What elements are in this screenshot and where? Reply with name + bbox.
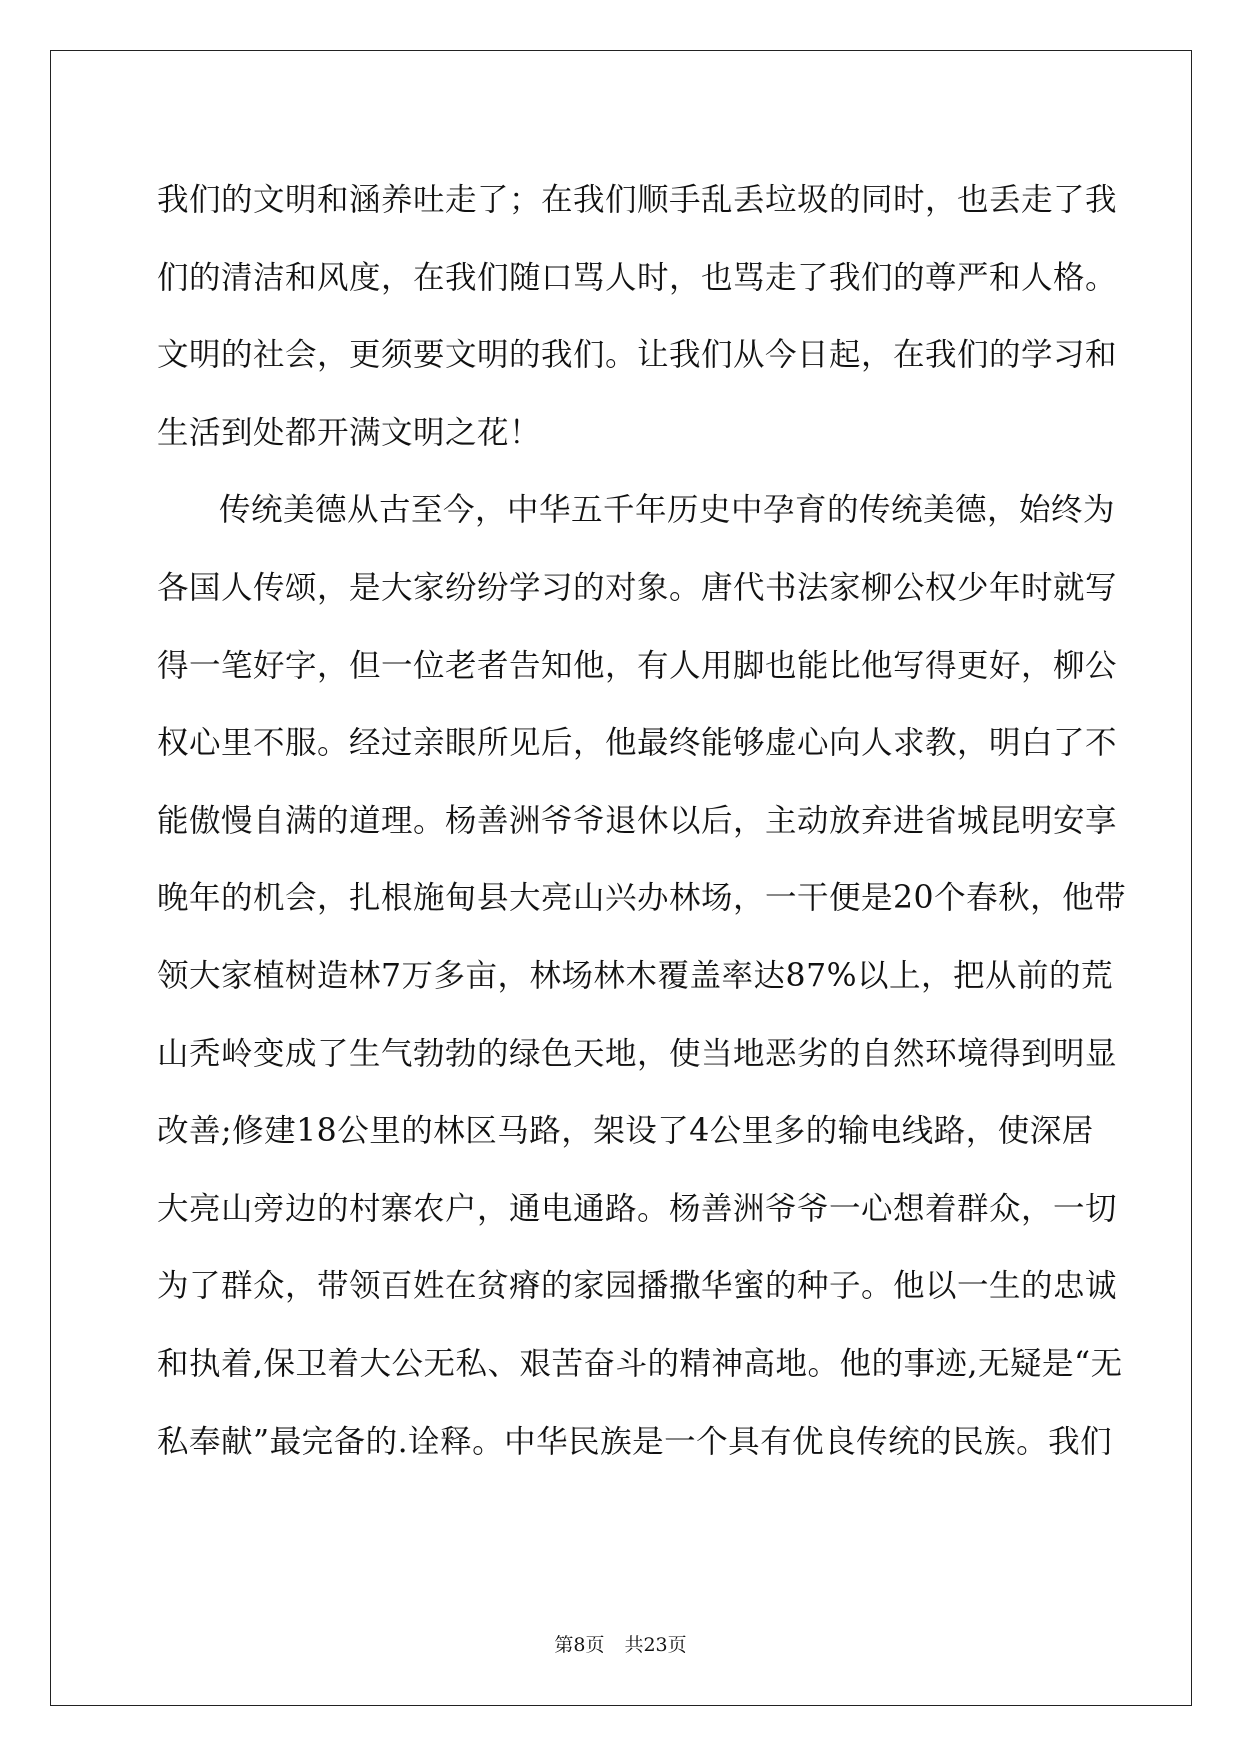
text-line: 我们的文明和涵养吐走了；在我们顺手乱丢垃圾的同时，也丢走了我 <box>157 182 1118 218</box>
paragraph-first-line: 传统美德从古至今，中华五千年历史中孕育的传统美德，始终为 <box>219 492 1116 529</box>
text-line: 生活到处都开满文明之花！ <box>157 414 542 451</box>
text-line: 权心里不服。经过亲眼所见后，他最终能够虚心向人求教，明白了不 <box>157 725 1118 762</box>
text-line: 大亮山旁边的村寨农户，通电通路。杨善洲爷爷一心想着群众，一切 <box>157 1190 1118 1227</box>
page-total: 共23页 <box>624 1634 687 1656</box>
text-line: 各国人传颂，是大家纷纷学习的对象。唐代书法家柳公权少年时就写 <box>157 569 1118 606</box>
text-line: 得一笔好字，但一位老者告知他，有人用脚也能比他写得更好，柳公 <box>157 647 1118 684</box>
page-number: 第8页 <box>554 1634 605 1656</box>
text-line: 能傲慢自满的道理。杨善洲爷爷退休以后，主动放弃进省城昆明安享 <box>157 802 1118 839</box>
text-line: 文明的社会，更须要文明的我们。让我们从今日起，在我们的学习和 <box>157 337 1118 374</box>
text-line: 私奉献”最完备的.诠释。中华民族是一个具有优良传统的民族。我们 <box>157 1423 1113 1460</box>
text-line: 为了群众，带领百姓在贫瘠的家园播撒华蜜的种子。他以一生的忠诚 <box>157 1268 1118 1305</box>
body-text <box>157 162 1127 1481</box>
text-line: 改善;修建18公里的林区马路，架设了4公里多的输电线路，使深居 <box>157 1113 1094 1150</box>
page-footer <box>0 1630 1241 1657</box>
text-line: 和执着,保卫着大公无私、艰苦奋斗的精神高地。他的事迹,无疑是“无 <box>157 1345 1123 1382</box>
text-line: 山秃岭变成了生气勃勃的绿色天地，使当地恶劣的自然环境得到明显 <box>157 1035 1118 1072</box>
text-line: 们的清洁和风度，在我们随口骂人时，也骂走了我们的尊严和人格。 <box>157 259 1118 296</box>
text-line: 晚年的机会，扎根施甸县大亮山兴办林场，一干便是20个春秋，他带 <box>157 880 1127 917</box>
text-line: 领大家植树造林7万多亩，林场林木覆盖率达87%以上，把从前的荒 <box>157 957 1114 994</box>
